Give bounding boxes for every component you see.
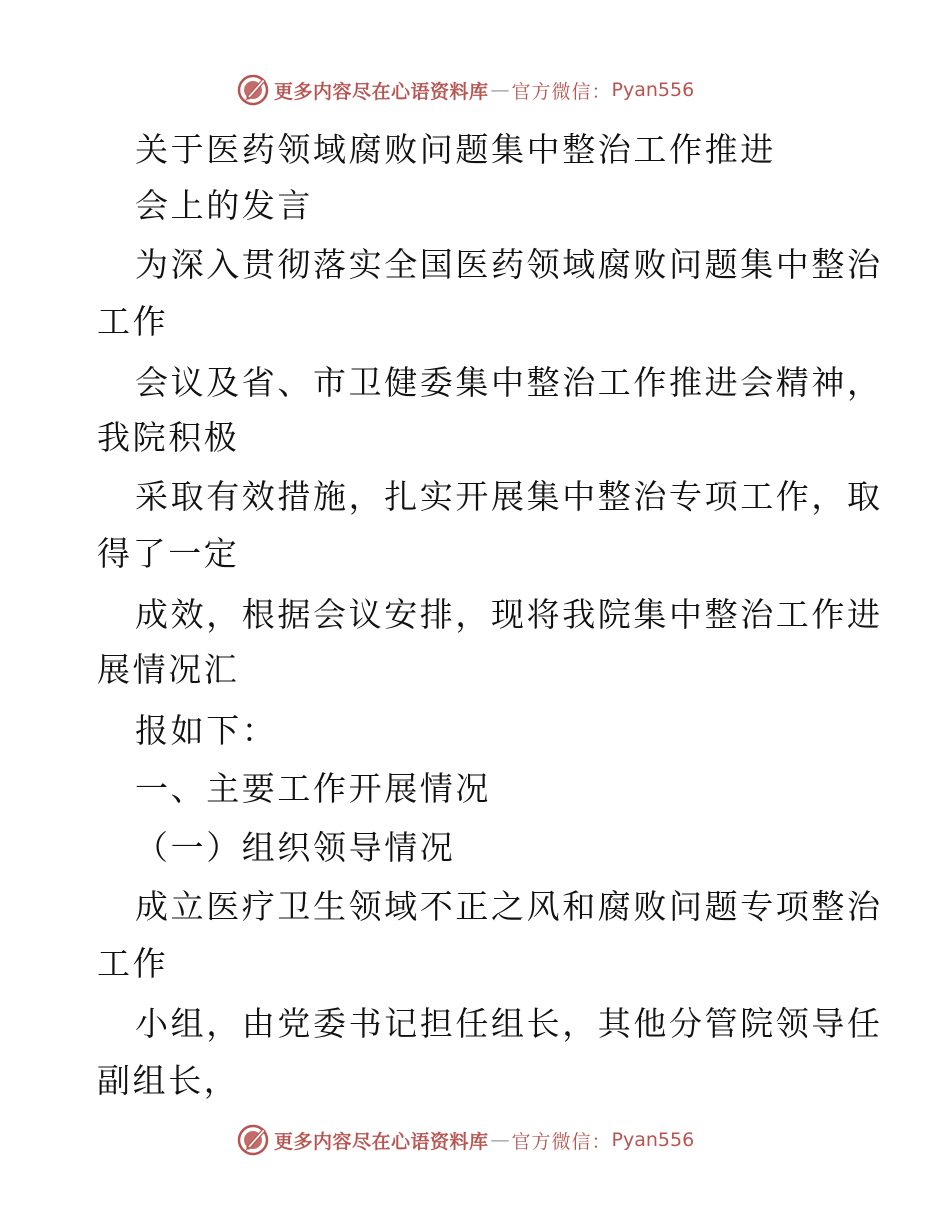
paragraph-line: 成立医疗卫生领域不正之风和腐败问题专项整治 bbox=[135, 887, 883, 926]
paragraph-line: 工作 bbox=[97, 944, 169, 983]
watermark-banner-bottom bbox=[236, 1122, 694, 1158]
quill-seal-icon bbox=[236, 73, 270, 107]
watermark-wechat-id: Pyan556 bbox=[611, 79, 695, 101]
watermark-site-text: 更多内容尽在心语资料库 bbox=[274, 1130, 489, 1153]
watermark-wechat-label: 官方微信： bbox=[511, 1130, 612, 1153]
watermark-separator: — bbox=[490, 79, 510, 101]
section-heading: 一、主要工作开展情况 bbox=[135, 769, 491, 808]
paragraph-line: 会议及省、市卫健委集中整治工作推进会精神， bbox=[135, 363, 883, 402]
document-title-line-1: 关于医药领域腐败问题集中整治工作推进 bbox=[135, 130, 776, 169]
paragraph-line: 展情况汇 bbox=[97, 650, 240, 689]
paragraph-line: 得了一定 bbox=[97, 534, 240, 573]
watermark-separator: — bbox=[490, 1129, 510, 1151]
watermark-site-text: 更多内容尽在心语资料库 bbox=[274, 80, 489, 103]
subsection-heading: （一）组织领导情况 bbox=[135, 828, 456, 867]
paragraph-line: 小组，由党委书记担任组长，其他分管院领导任 bbox=[135, 1004, 883, 1043]
paragraph-line: 成效，根据会议安排，现将我院集中整治工作进 bbox=[135, 595, 883, 634]
paragraph-line: 采取有效措施，扎实开展集中整治专项工作，取 bbox=[135, 477, 883, 516]
document-title-line-2: 会上的发言 bbox=[135, 186, 313, 225]
paragraph-line: 为深入贯彻落实全国医药领域腐败问题集中整治 bbox=[135, 245, 883, 284]
watermark-banner-top bbox=[236, 72, 694, 108]
paragraph-line: 我院积极 bbox=[97, 418, 240, 457]
paragraph-line: 报如下： bbox=[135, 711, 278, 750]
watermark-wechat-label: 官方微信： bbox=[511, 80, 612, 103]
paragraph-line: 工作 bbox=[97, 302, 169, 341]
paragraph-line: 副组长， bbox=[97, 1061, 240, 1100]
quill-seal-icon bbox=[236, 1123, 270, 1157]
watermark-wechat-id: Pyan556 bbox=[611, 1129, 695, 1151]
